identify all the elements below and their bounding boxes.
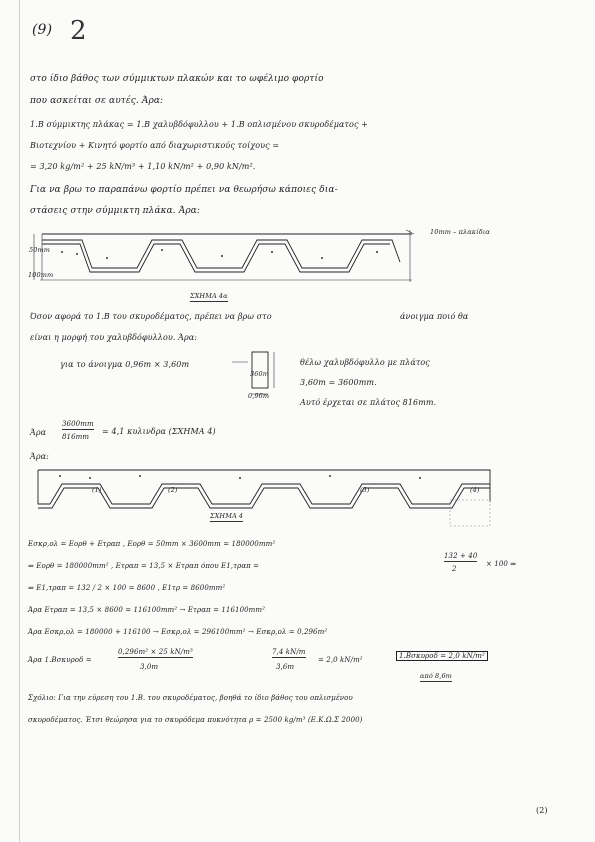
- text-line: 3,60m = 3600mm.: [300, 378, 377, 387]
- footer-page-number: (2): [536, 806, 548, 815]
- calc-result: = 2,0 kN/m²: [318, 656, 363, 664]
- text-line: = 4,1 κυλινδρα (ΣΧΗΜΑ 4): [102, 427, 216, 436]
- calc-line: Άρα Εσκρ,ολ = 180000 + 116100 → Εσκρ,ολ = 296100mm² → Εσκρ,ολ = 0,296m²: [28, 628, 328, 636]
- fraction-numerator: 7,4 kN/m: [272, 648, 306, 656]
- page-margin-line: [19, 0, 20, 842]
- text-line: Όσον αφορά το 1.Β του σκυροδέματος, πρέπει να βρω στο: [30, 312, 272, 321]
- profile-label: (3): [360, 486, 370, 494]
- text-line: Άρα: [30, 428, 47, 437]
- page-marker: (9): [32, 22, 53, 38]
- text-line: Άρα:: [30, 452, 49, 461]
- corrugated-profile-figure: [22, 222, 422, 302]
- text-line: Αυτό έρχεται σε πλάτος 816mm.: [300, 398, 437, 407]
- text-line: για το άνοιγμα 0,96m × 3,60m: [60, 360, 190, 369]
- fig-dim-100: 100mm: [28, 271, 54, 279]
- text-line: είναι η μορφή του χαλυβδόφυλλου. Άρα:: [30, 333, 198, 342]
- text-line: θέλω χαλυβδόφυλλο με πλάτος: [300, 358, 430, 367]
- comment-line: σκυροδέματος. Έτσι θεώρησα για το σκυρόδεμα πυκνότητα ρ = 2500 kg/m³ (Ε.Κ.Ω.Σ 2000): [28, 716, 363, 724]
- text-line: άνοιγμα ποιό θα: [400, 312, 469, 321]
- calc-line: Εσκρ,ολ = Εορθ + Ετραπ , Εορθ = 50mm × 3600mm = 180000mm²: [28, 540, 276, 548]
- fraction-denominator: 816mm: [62, 433, 90, 441]
- calc-line: ⇒ Εορθ = 180000mm² , Ετραπ = 13,5 × Ετραπ όπου Ε1,τραπ =: [28, 562, 260, 570]
- page-number-large: 2: [70, 16, 87, 46]
- text-line: 1.Β σύμμικτης πλάκας = 1.Β χαλυβδόφυλλου + 1.Β οπλισμένου σκυροδέματος +: [30, 120, 368, 129]
- dim-horizontal: 0,96m: [248, 392, 270, 400]
- fraction-numerator: 3600mm: [62, 420, 94, 428]
- profile-label: (2): [168, 486, 178, 494]
- text-line: που ασκείται σε αυτές. Άρα:: [30, 96, 164, 106]
- fraction-tail: × 100 ⇒: [486, 560, 517, 568]
- sheet-profile-figure: [30, 462, 510, 532]
- calc-line: Άρα 1.Βσκυροδ =: [28, 656, 92, 664]
- fraction-numerator: 0,296m² × 25 kN/m³: [118, 648, 193, 656]
- text-line: Για να βρω το παραπάνω φορτίο πρέπει να θεωρήσω κάποιες δια-: [30, 185, 338, 195]
- boxed-result: 1.Βσκυροδ = 2,0 kN/m²: [396, 651, 488, 661]
- text-line: Βιοτεχνίου + Κινητό φορτίο από διαχωριστικούς τοίχους =: [30, 141, 280, 150]
- text-line: στο ίδιο βάθος των σύμμικτων πλακών και το ωφέλιμο φορτίο: [30, 74, 324, 84]
- profile-label: (1): [92, 486, 102, 494]
- figure-caption: ΣΧΗΜΑ 4α: [190, 292, 228, 300]
- fraction-numerator: 132 + 40: [444, 552, 478, 560]
- figure-caption: ΣΧΗΜΑ 4: [210, 512, 244, 520]
- box-note: από 8,6m: [420, 672, 452, 680]
- dim-vertical: 360m: [250, 370, 269, 378]
- calc-line: ⇒ Ε1,τραπ = 132 / 2 × 100 = 8600 , Ε1τρ = 8600mm²: [28, 584, 226, 592]
- fraction-denominator: 2: [452, 565, 457, 573]
- text-line: στάσεις στην σύμμικτη πλάκα. Άρα:: [30, 206, 201, 216]
- fig-label-tiles: 10mm – πλακίδια: [430, 228, 490, 236]
- fraction-denominator: 3,6m: [276, 663, 295, 671]
- comment-line: Σχόλιο: Για την εύρεση του 1.Β. του σκυροδέματος, βοηθά το ίδιο βάθος του οπλισμένου: [28, 694, 353, 702]
- fraction-denominator: 3,0m: [140, 663, 159, 671]
- formula-line: = 3,20 kg/m² + 25 kN/m³ + 1,10 kN/m² + 0,90 kN/m².: [30, 162, 256, 171]
- profile-label: (4): [470, 486, 480, 494]
- calc-line: Άρα Ετραπ = 13,5 × 8600 = 116100mm² → Ετραπ = 116100mm²: [28, 606, 266, 614]
- fig-dim-50: 50mm: [29, 246, 50, 254]
